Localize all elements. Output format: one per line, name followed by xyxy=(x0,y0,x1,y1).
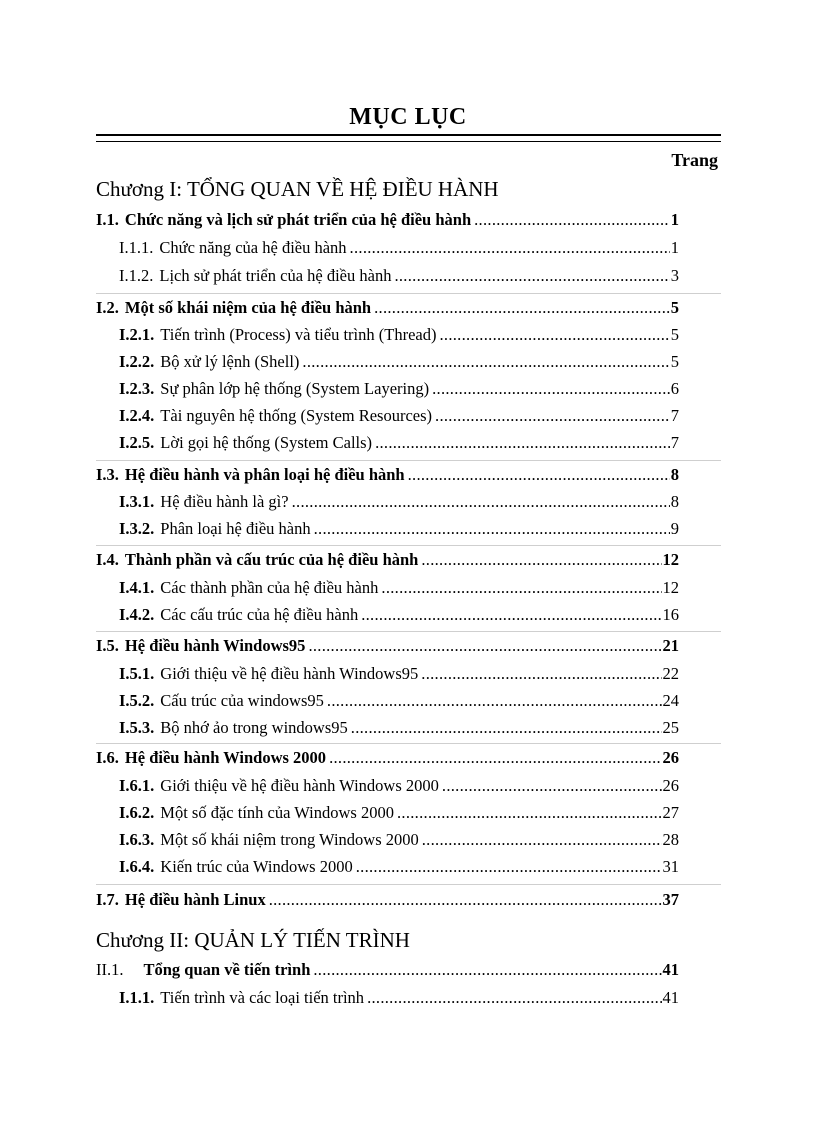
entry-page: 28 xyxy=(662,830,679,849)
dot-leader xyxy=(351,718,662,738)
entry-title: Giới thiệu về hệ điều hành Windows 2000 xyxy=(160,776,439,795)
entry-page: 41 xyxy=(662,960,679,979)
toc-entry-ii-1[interactable] xyxy=(96,960,679,980)
entry-code: I.4. xyxy=(96,550,119,569)
entry-code: I.6.3. xyxy=(119,830,155,849)
entry-code: II.1. xyxy=(96,960,124,979)
entry-page: 6 xyxy=(670,379,679,398)
entry-title: Hệ điều hành Linux xyxy=(124,890,266,909)
toc-entry-i-6-3[interactable] xyxy=(119,830,679,850)
dot-leader xyxy=(292,492,670,512)
entry-code: I.4.2. xyxy=(119,605,155,624)
entry-code: I.1.1. xyxy=(119,238,154,257)
entry-title: Lời gọi hệ thống (System Calls) xyxy=(160,433,373,452)
section-divider xyxy=(96,545,721,546)
entry-title: Thành phần và cấu trúc của hệ điều hành xyxy=(124,550,419,569)
dot-leader xyxy=(361,605,661,625)
toc-entry-i-5-1[interactable] xyxy=(119,664,679,684)
entry-code: I.6.2. xyxy=(119,803,155,822)
toc-entry-i-1-2[interactable] xyxy=(119,266,679,286)
entry-title: Hệ điều hành và phân loại hệ điều hành xyxy=(124,465,405,484)
entry-title: Một số khái niệm của hệ điều hành xyxy=(124,298,372,317)
toc-entry-i-2-4[interactable] xyxy=(119,406,679,426)
section-divider xyxy=(96,293,721,294)
entry-code: I.2.5. xyxy=(119,433,155,452)
toc-entry-i-6-2[interactable] xyxy=(119,803,679,823)
entry-page: 16 xyxy=(662,605,679,624)
entry-code: I.1.1. xyxy=(119,988,155,1007)
dot-leader xyxy=(350,238,670,258)
chapter-2-heading: Chương II: QUẢN LÝ TIẾN TRÌNH xyxy=(96,928,410,952)
entry-title: Tổng quan về tiến trình xyxy=(143,960,311,979)
chapter-1-heading: Chương I: TỔNG QUAN VỀ HỆ ĐIỀU HÀNH xyxy=(96,177,499,201)
toc-entry-i-2-3[interactable] xyxy=(119,379,679,399)
entry-title: Các thành phần của hệ điều hành xyxy=(160,578,379,597)
entry-page: 3 xyxy=(670,266,679,285)
dot-leader xyxy=(394,266,669,286)
entry-title: Bộ nhớ ảo trong windows95 xyxy=(160,718,348,737)
section-divider xyxy=(96,743,721,744)
toc-entry-i-3[interactable] xyxy=(96,465,679,485)
dot-leader xyxy=(474,210,670,230)
dot-leader xyxy=(432,379,670,399)
toc-heading: MỤC LỤC xyxy=(349,104,467,130)
dot-leader xyxy=(375,433,670,453)
entry-code: I.5.3. xyxy=(119,718,155,737)
entry-page: 1 xyxy=(670,210,679,229)
toc-entry-i-5[interactable] xyxy=(96,636,679,656)
entry-page: 26 xyxy=(662,748,679,767)
entry-code: I.1.2. xyxy=(119,266,154,285)
heading-rule xyxy=(96,134,721,142)
entry-code: I.2.4. xyxy=(119,406,155,425)
dot-leader xyxy=(308,636,661,656)
entry-title: Chức năng của hệ điều hành xyxy=(159,238,347,257)
entry-code: I.5. xyxy=(96,636,119,655)
entry-page: 21 xyxy=(662,636,679,655)
entry-code: I.7. xyxy=(96,890,119,909)
toc-entry-i-5-2[interactable] xyxy=(119,691,679,711)
entry-title: Tiến trình (Process) và tiểu trình (Thread) xyxy=(160,325,437,344)
entry-code: I.2.1. xyxy=(119,325,155,344)
dot-leader xyxy=(356,857,662,877)
entry-page: 5 xyxy=(670,352,679,371)
entry-title: Một số khái niệm trong Windows 2000 xyxy=(160,830,419,849)
toc-entry-i-2-2[interactable] xyxy=(119,352,679,372)
entry-title: Giới thiệu về hệ điều hành Windows95 xyxy=(160,664,419,683)
entry-page: 5 xyxy=(670,325,679,344)
entry-page: 24 xyxy=(662,691,679,710)
toc-entry-i-2-5[interactable] xyxy=(119,433,679,453)
entry-page: 7 xyxy=(670,406,679,425)
toc-entry-i-6[interactable] xyxy=(96,748,679,768)
entry-title: Bộ xử lý lệnh (Shell) xyxy=(160,352,300,371)
entry-page: 7 xyxy=(670,433,679,452)
toc-entry-i-3-2[interactable] xyxy=(119,519,679,539)
entry-page: 8 xyxy=(670,465,679,484)
dot-leader xyxy=(422,830,662,850)
entry-code: I.6.4. xyxy=(119,857,155,876)
entry-code: I.6.1. xyxy=(119,776,155,795)
entry-code: I.1. xyxy=(96,210,119,229)
entry-page: 5 xyxy=(670,298,679,317)
entry-title: Hệ điều hành Windows95 xyxy=(124,636,306,655)
entry-code: I.6. xyxy=(96,748,119,767)
entry-title: Tiến trình và các loại tiến trình xyxy=(160,988,365,1007)
entry-page: 8 xyxy=(670,492,679,511)
entry-code: I.2.2. xyxy=(119,352,155,371)
toc-entry-i-7[interactable] xyxy=(96,890,679,910)
entry-title: Sự phân lớp hệ thống (System Layering) xyxy=(160,379,430,398)
toc-entry-ii-1-1[interactable] xyxy=(119,988,679,1008)
dot-leader xyxy=(408,465,670,485)
entry-page: 12 xyxy=(662,550,679,569)
dot-leader xyxy=(381,578,661,598)
toc-entry-i-2[interactable] xyxy=(96,298,679,318)
entry-code: I.2. xyxy=(96,298,119,317)
dot-leader xyxy=(442,776,662,796)
entry-page: 25 xyxy=(662,718,679,737)
entry-title: Hệ điều hành Windows 2000 xyxy=(124,748,327,767)
dot-leader xyxy=(269,890,662,910)
dot-leader xyxy=(435,406,670,426)
toc-entry-i-5-3[interactable] xyxy=(119,718,679,738)
dot-leader xyxy=(439,325,669,345)
entry-page: 22 xyxy=(662,664,679,683)
dot-leader xyxy=(329,748,661,768)
toc-entry-i-1-1[interactable] xyxy=(119,238,679,258)
entry-code: I.5.2. xyxy=(119,691,155,710)
entry-code: I.3.2. xyxy=(119,519,155,538)
toc-entry-i-4-2[interactable] xyxy=(119,605,679,625)
toc-entry-i-6-1[interactable] xyxy=(119,776,679,796)
dot-leader xyxy=(313,960,661,980)
entry-title: Các cấu trúc của hệ điều hành xyxy=(160,605,359,624)
entry-title: Kiến trúc của Windows 2000 xyxy=(160,857,353,876)
dot-leader xyxy=(302,352,669,372)
entry-code: I.2.3. xyxy=(119,379,155,398)
dot-leader xyxy=(421,664,661,684)
dot-leader xyxy=(327,691,662,711)
entry-title: Lịch sử phát triển của hệ điều hành xyxy=(159,266,392,285)
entry-code: I.3.1. xyxy=(119,492,155,511)
dot-leader xyxy=(367,988,661,1008)
entry-page: 37 xyxy=(662,890,679,909)
toc-entry-i-4[interactable] xyxy=(96,550,679,570)
dot-leader xyxy=(421,550,661,570)
toc-entry-i-4-1[interactable] xyxy=(119,578,679,598)
toc-entry-i-3-1[interactable] xyxy=(119,492,679,512)
entry-page: 26 xyxy=(662,776,679,795)
entry-title: Cấu trúc của windows95 xyxy=(160,691,324,710)
toc-entry-i-6-4[interactable] xyxy=(119,857,679,877)
section-divider xyxy=(96,884,721,885)
section-divider xyxy=(96,460,721,461)
entry-page: 27 xyxy=(662,803,679,822)
entry-title: Một số đặc tính của Windows 2000 xyxy=(160,803,394,822)
dot-leader xyxy=(374,298,670,318)
dot-leader xyxy=(397,803,662,823)
entry-page: 1 xyxy=(670,238,679,257)
entry-code: I.5.1. xyxy=(119,664,155,683)
entry-title: Phân loại hệ điều hành xyxy=(160,519,311,538)
dot-leader xyxy=(314,519,670,539)
entry-page: 41 xyxy=(662,988,679,1007)
entry-page: 31 xyxy=(662,857,679,876)
entry-title: Hệ điều hành là gì? xyxy=(160,492,289,511)
toc-entry-i-2-1[interactable] xyxy=(119,325,679,345)
entry-page: 12 xyxy=(662,578,679,597)
section-divider xyxy=(96,631,721,632)
entry-code: I.3. xyxy=(96,465,119,484)
entry-code: I.4.1. xyxy=(119,578,155,597)
entry-title: Tài nguyên hệ thống (System Resources) xyxy=(160,406,433,425)
entry-page: 9 xyxy=(670,519,679,538)
entry-title: Chức năng và lịch sử phát triển của hệ điều hành xyxy=(124,210,472,229)
page-column-label: Trang xyxy=(671,150,718,170)
toc-entry-i-1[interactable] xyxy=(96,210,679,230)
